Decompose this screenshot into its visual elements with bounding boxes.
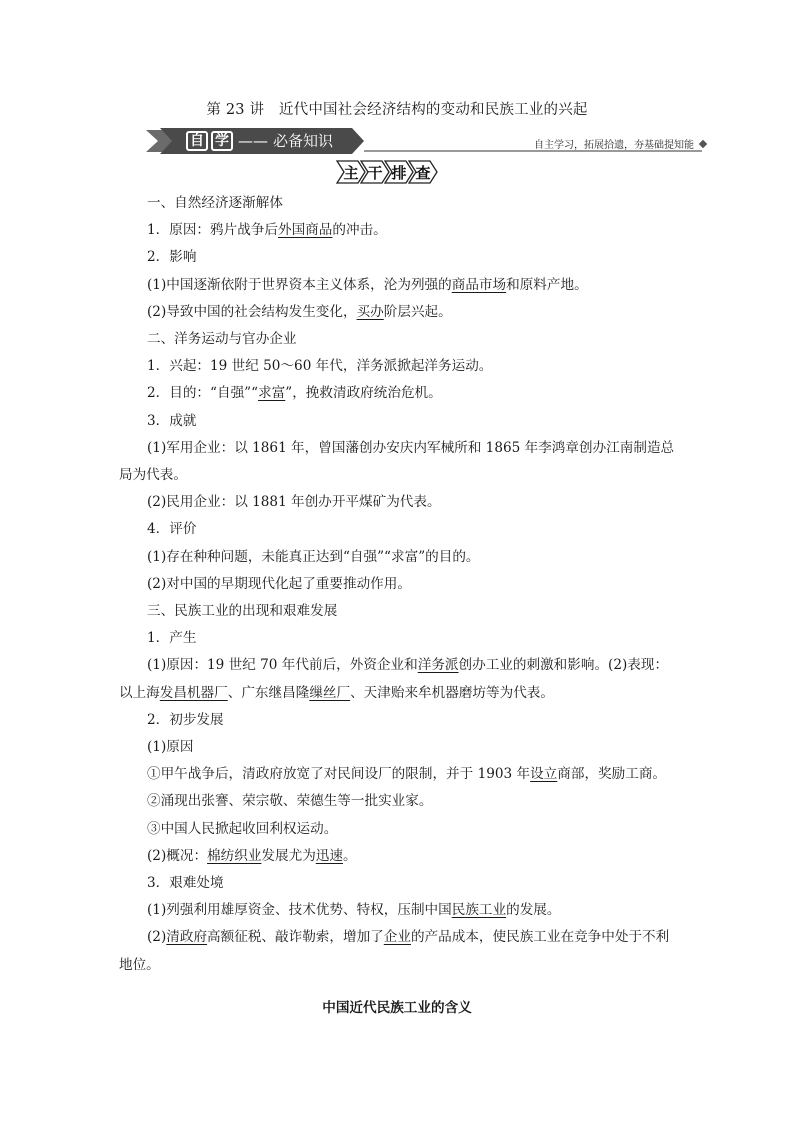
banner-char-2: 学 xyxy=(211,131,233,151)
paragraph xyxy=(119,380,679,407)
paragraph xyxy=(119,217,679,244)
underlined-answer: 求富 xyxy=(258,385,286,402)
text: (1)原因：19 世纪 70 年代前后，外资企业和 xyxy=(147,657,418,674)
text: (2)概况： xyxy=(147,847,208,864)
heading-2: 二、洋务运动与官办企业 xyxy=(147,331,297,348)
text: 商部，奖励工商。 xyxy=(557,766,667,783)
underlined-answer: 迅速 xyxy=(315,847,343,864)
document-body xyxy=(119,190,679,979)
next-section-title: 中国近代民族工业的含义 xyxy=(322,1000,472,1016)
text: (2)导致中国的社会结构发生变化， xyxy=(147,303,357,320)
text: (1)中国逐渐依附于世界资本主义体系，沦为列强的 xyxy=(147,276,452,293)
underlined-answer: 清政府 xyxy=(166,929,208,946)
paragraph: (2)民用企业：以 1881 年创办开平煤矿为代表。 xyxy=(147,494,441,511)
banner-label xyxy=(186,130,333,152)
paragraph: ②涌现出张謇、荣宗敬、荣德生等一批实业家。 xyxy=(147,793,433,810)
text: 创办工业的刺激和影响。(2)表现：以上海 xyxy=(119,657,669,701)
underlined-answer: 缫丝厂 xyxy=(309,684,351,701)
subheading: 2．初步发展 xyxy=(147,711,224,728)
text: 阶层兴起。 xyxy=(383,303,452,320)
paragraph xyxy=(119,843,679,870)
paragraph: 1．兴起：19 世纪 50～60 年代，洋务派掀起洋务运动。 xyxy=(147,358,493,375)
underlined-answer: 商品市场 xyxy=(451,276,507,293)
paragraph: ③中国人民掀起收回利权运动。 xyxy=(147,820,338,837)
subheading: 4．评价 xyxy=(147,521,197,538)
banner-subtitle: 必备知识 xyxy=(273,132,334,150)
text: (2) xyxy=(147,929,167,946)
text: 发展尤为 xyxy=(261,847,316,864)
paragraph xyxy=(119,897,679,924)
text: ”，挽救清政府统治危机。 xyxy=(285,385,442,402)
paragraph xyxy=(119,761,679,788)
text: 高额征税、敲诈勒索，增加了 xyxy=(207,929,384,946)
subheading: (1)原因 xyxy=(147,739,194,756)
text: 2．目的：“自强”“ xyxy=(147,385,259,402)
banner-note: 自主学习，拓展拾遗，夯基础提知能 xyxy=(534,140,694,151)
text: ①甲午战争后，清政府放宽了对民间设厂的限制，并于 1903 年 xyxy=(147,766,531,783)
underlined-answer: 民族工业 xyxy=(451,902,507,919)
section-banner xyxy=(146,127,708,155)
subheading: 2．影响 xyxy=(147,249,197,266)
banner-char-1: 自 xyxy=(186,131,208,151)
text: (1)列强利用雄厚资金、技术优势、特权，压制中国 xyxy=(147,902,452,919)
text: 1．原因：鸦片战争后 xyxy=(147,222,278,239)
heading-3: 三、民族工业的出现和艰难发展 xyxy=(147,603,338,620)
section-tag-char-4 xyxy=(408,160,438,184)
subheading: 3．艰难处境 xyxy=(147,875,224,892)
text: 和原料产地。 xyxy=(506,276,588,293)
text: 、天津贻来牟机器磨坊等为代表。 xyxy=(350,684,554,701)
paragraph xyxy=(119,272,679,299)
subheading: 3．成就 xyxy=(147,412,197,429)
page-title: 第 23 讲 近代中国社会经济结构的变动和民族工业的兴起 xyxy=(206,102,588,118)
underlined-answer: 外国商品 xyxy=(278,222,333,239)
paragraph: (2)对中国的早期现代化起了重要推动作用。 xyxy=(147,575,411,592)
paragraph: (1)军用企业：以 1861 年，曾国藩创办安庆内军械所和 1865 年李鸿章创办江南制造总局为代表。 xyxy=(119,439,675,484)
paragraph xyxy=(119,299,679,326)
section-tag-text-1: 主 xyxy=(343,163,359,182)
section-tag-text-4: 查 xyxy=(415,163,431,182)
underlined-answer: 棉纺织业 xyxy=(207,847,262,864)
section-tag-text-3: 排 xyxy=(391,163,407,182)
underlined-answer: 洋务派 xyxy=(417,657,459,674)
underlined-answer: 设立 xyxy=(530,766,558,783)
banner-dash: —— xyxy=(238,132,268,150)
text: 、广东继昌隆 xyxy=(227,684,310,701)
section-tag-text-2: 干 xyxy=(367,163,383,182)
text: 。 xyxy=(342,847,357,864)
paragraph: (1)存在种种问题，未能真正达到“自强”“求富”的目的。 xyxy=(147,548,480,565)
subheading: 1．产生 xyxy=(147,630,197,647)
heading-1: 一、自然经济逐渐解体 xyxy=(147,195,283,211)
paragraph xyxy=(119,924,679,978)
text: 的冲击。 xyxy=(332,222,387,239)
text: 的产品成本，使民族工业在竞争中处于不利地位。 xyxy=(119,929,670,973)
text: 的发展。 xyxy=(506,902,561,919)
underlined-answer: 发昌机器厂 xyxy=(159,684,228,701)
paragraph xyxy=(119,652,679,706)
underlined-answer: 买办 xyxy=(356,303,384,320)
section-tag xyxy=(336,160,432,186)
underlined-answer: 企业 xyxy=(383,929,411,946)
